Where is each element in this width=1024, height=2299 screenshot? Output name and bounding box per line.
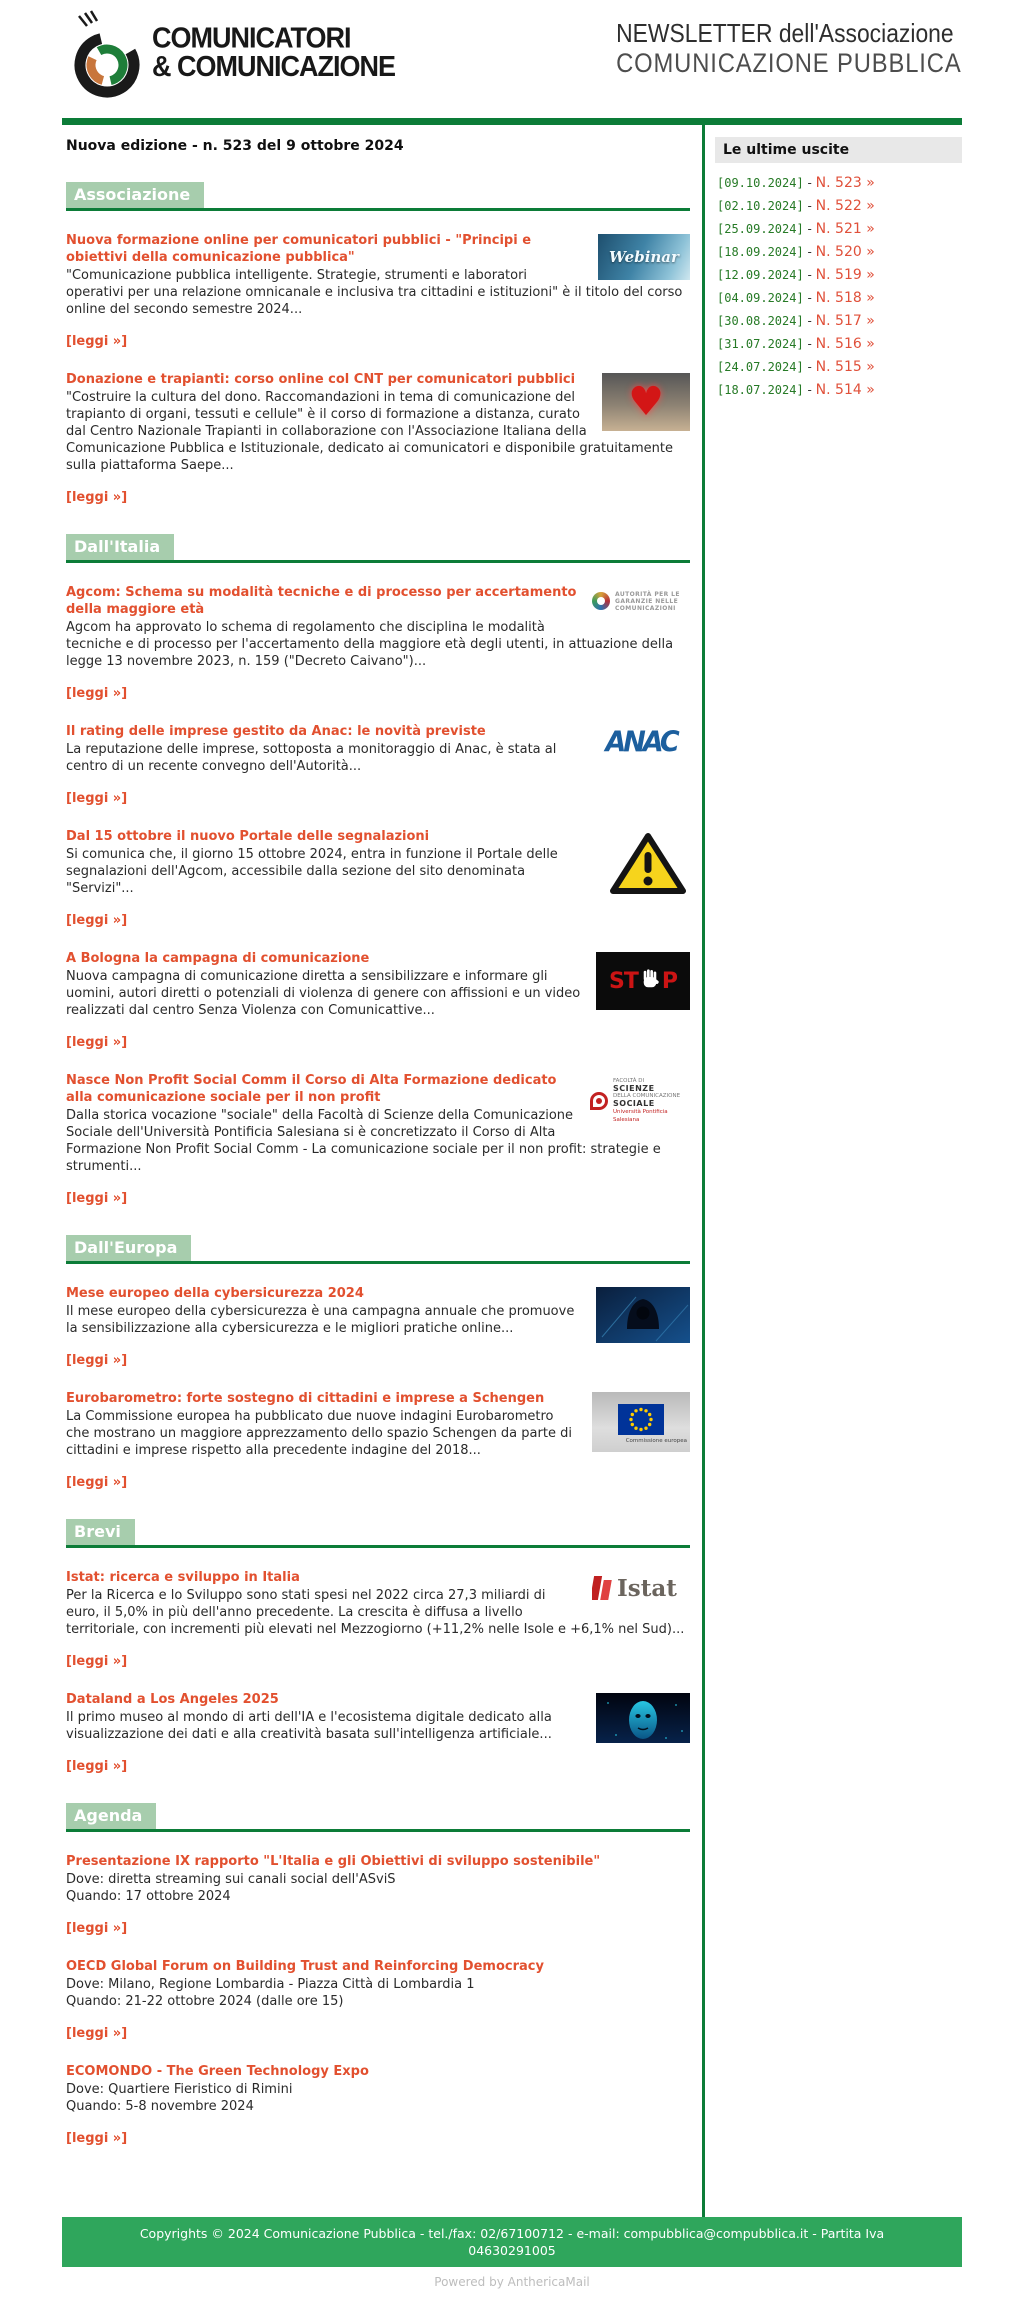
salesiana-logo-line: Università Pontificia Salesiana <box>613 1109 668 1123</box>
article-title[interactable]: Istat: ricerca e sviluppo in Italia <box>66 1570 300 1585</box>
issue-list-item <box>717 175 962 191</box>
issue-date: [25.09.2024] <box>717 222 804 236</box>
ai-face-photo <box>596 1693 690 1743</box>
article-title[interactable]: Eurobarometro: forte sostegno di cittadini e imprese a Schengen <box>66 1391 545 1406</box>
issue-date: [18.09.2024] <box>717 245 804 259</box>
issue-link[interactable]: N. 523 » <box>815 175 875 191</box>
issue-date: [02.10.2024] <box>717 199 804 213</box>
issue-link[interactable]: N. 515 » <box>815 359 875 375</box>
salesiana-faculty-logo <box>590 1074 690 1128</box>
read-more-link[interactable]: [leggi »] <box>66 334 128 349</box>
agcom-logo-line: COMUNICAZIONI <box>615 604 676 612</box>
article <box>66 1691 690 1775</box>
issue-link[interactable]: N. 522 » <box>815 198 875 214</box>
section-label-3: Brevi <box>66 1519 135 1545</box>
header <box>62 0 962 118</box>
cyber-image[interactable] <box>596 1287 690 1343</box>
agcom-logo-line: AUTORITÀ PER LE <box>615 590 680 598</box>
issue-link[interactable]: N. 514 » <box>815 382 875 398</box>
read-more-link[interactable]: [leggi »] <box>66 1475 128 1490</box>
salesiana-image[interactable] <box>590 1074 690 1128</box>
brand-logo-icon <box>74 10 140 114</box>
read-more-link[interactable]: [leggi »] <box>66 1035 128 1050</box>
issue-link[interactable]: N. 520 » <box>815 244 875 260</box>
brand-line-2: & COMUNICAZIONE <box>152 50 395 83</box>
sidebar-title: Le ultime uscite <box>715 137 962 163</box>
article-title[interactable]: Dal 15 ottobre il nuovo Portale delle segnalazioni <box>66 829 430 844</box>
newsletter-title-line-1: NEWSLETTER dell'Associazione <box>616 18 955 48</box>
agcom-logo-line: GARANZIE NELLE <box>615 597 679 605</box>
article <box>66 371 690 506</box>
article <box>66 1569 690 1670</box>
article-title[interactable]: Dataland a Los Angeles 2025 <box>66 1692 279 1707</box>
cybersecurity-photo <box>596 1287 690 1343</box>
article-title[interactable]: Il rating delle imprese gestito da Anac: le novità previste <box>66 724 486 739</box>
issue-separator: - <box>803 176 816 190</box>
agcom-logo-text <box>615 591 680 612</box>
article-body: Agcom ha approvato lo schema di regolamento che disciplina le modalità tecniche e di processo per l'accertamento della maggiore età degli utenti, in attuazione della legge 13 novembre 2023, n. 159 ("Decreto Caivano")... <box>66 620 674 669</box>
section-label-4: Agenda <box>66 1803 156 1829</box>
newsletter-title <box>617 18 962 78</box>
read-more-link[interactable]: [leggi »] <box>66 490 128 505</box>
issue-separator: - <box>803 383 816 397</box>
article <box>66 584 690 702</box>
article-body: Il mese europeo della cybersicurezza è una campagna annuale che promuove la sensibilizzazione alla cybersicurezza e le migliori pratiche online... <box>66 1304 575 1336</box>
article-title[interactable]: Nuova formazione online per comunicatori pubblici - "Principi e obiettivi della comunicazione pubblica" <box>66 233 532 265</box>
issue-list-item <box>717 290 962 306</box>
article-title[interactable]: Presentazione IX rapporto "L'Italia e gli Obiettivi di sviluppo sostenibile" <box>66 1854 601 1869</box>
istat-image[interactable] <box>592 1571 690 1605</box>
read-more-link[interactable]: [leggi »] <box>66 791 128 806</box>
agcom-logo-icon <box>592 592 610 610</box>
event-detail-line: Quando: 17 ottobre 2024 <box>66 1889 231 1904</box>
stop-text-left: ST <box>609 968 638 994</box>
article-title[interactable]: A Bologna la campagna di comunicazione <box>66 951 370 966</box>
issue-link[interactable]: N. 517 » <box>815 313 875 329</box>
sidebar <box>705 125 962 2217</box>
section-header <box>66 534 690 563</box>
issue-list-item <box>717 267 962 283</box>
article-title[interactable]: Donazione e trapianti: corso online col CNT per comunicatori pubblici <box>66 372 576 387</box>
dataland-image[interactable] <box>596 1693 690 1743</box>
article <box>66 1072 690 1207</box>
issue-date: [12.09.2024] <box>717 268 804 282</box>
event-detail-line: Quando: 5-8 novembre 2024 <box>66 2099 254 2114</box>
webinar-image[interactable] <box>598 234 690 280</box>
brand-line-1: COMUNICATORI <box>152 21 351 54</box>
section-header <box>66 1235 690 1264</box>
stop-image[interactable] <box>596 952 690 1010</box>
heart-in-hands-photo <box>602 373 690 431</box>
article-body: Si comunica che, il giorno 15 ottobre 2024, entra in funzione il Portale delle segnalazioni dell'Agcom, accessibile dalla sezione del sito denominata "Servizi"... <box>66 847 558 896</box>
article <box>66 950 690 1051</box>
section-header <box>66 182 690 211</box>
article <box>66 828 690 929</box>
article-body: La reputazione delle imprese, sottoposta a monitoraggio di Anac, è stata al centro di un recente convegno dell'Autorità... <box>66 742 557 774</box>
section-header <box>66 1519 690 1548</box>
issue-date: [24.07.2024] <box>717 360 804 374</box>
issue-list-item <box>717 198 962 214</box>
anac-logo <box>592 725 690 759</box>
issue-date: [31.07.2024] <box>717 337 804 351</box>
issue-link[interactable]: N. 518 » <box>815 290 875 306</box>
header-divider-bar <box>62 118 962 125</box>
istat-logo <box>592 1571 690 1605</box>
article-body: "Comunicazione pubblica intelligente. Strategie, strumenti e laboratori operativi per una relazione omnicanale e inclusiva tra cittadini e istituzioni" è il titolo del corso online del secondo semestre 2024... <box>66 268 683 317</box>
issue-separator: - <box>803 222 816 236</box>
newsletter-title-line-2: COMUNICAZIONE PUBBLICA <box>616 48 962 78</box>
heart-image[interactable] <box>602 373 690 431</box>
issue-date: [04.09.2024] <box>717 291 804 305</box>
issue-link[interactable]: N. 516 » <box>815 336 875 352</box>
footer-bar: Copyrights © 2024 Comunicazione Pubblica - tel./fax: 02/67100712 - e-mail: compubblica@compubblica.it - Partita Iva 04630291005 <box>62 2217 962 2267</box>
read-more-link[interactable]: [leggi »] <box>66 1353 128 1368</box>
article <box>66 1958 690 2042</box>
article-body: Nuova campagna di comunicazione diretta a sensibilizzare e informare gli uomini, autori diretti o potenziali di violenza di genere con affissioni e un video realizzati dal centro Senza Violenza con Comunicattive... <box>66 969 581 1018</box>
issue-list-item <box>717 313 962 329</box>
agcom-image[interactable] <box>592 586 690 616</box>
agcom-logo <box>592 586 690 616</box>
istat-wordmark: Istat <box>617 1574 677 1602</box>
read-more-link[interactable]: [leggi »] <box>66 913 128 928</box>
read-more-link[interactable]: [leggi »] <box>66 2131 128 2146</box>
issue-link[interactable]: N. 521 » <box>815 221 875 237</box>
event-detail-line: Dove: diretta streaming sui canali social dell'ASviS <box>66 1872 396 1887</box>
powered-by-note: Powered by AnthericaMail <box>434 2275 590 2289</box>
issue-list-item <box>717 382 962 398</box>
issue-separator: - <box>803 314 816 328</box>
article-body <box>66 2081 690 2115</box>
issue-separator: - <box>803 360 816 374</box>
article-title[interactable]: ECOMONDO - The Green Technology Expo <box>66 2064 369 2079</box>
event-detail-line: Dove: Quartiere Fieristico di Rimini <box>66 2082 293 2097</box>
article-title[interactable]: Nasce Non Profit Social Comm il Corso di Alta Formazione dedicato alla comunicazione sociale per il non profit <box>66 1073 557 1105</box>
issue-list-item <box>717 244 962 260</box>
issue-date: [18.07.2024] <box>717 383 804 397</box>
read-more-link[interactable]: [leggi »] <box>66 1191 128 1206</box>
salesiana-logo-text <box>613 1078 690 1124</box>
anac-image[interactable] <box>592 725 690 759</box>
article-title[interactable]: OECD Global Forum on Building Trust and Reinforcing Democracy <box>66 1959 544 1974</box>
anac-wordmark: ANAC <box>605 725 677 759</box>
issue-link[interactable]: N. 519 » <box>815 267 875 283</box>
section-label-2: Dall'Europa <box>66 1235 191 1261</box>
section-label-1: Dall'Italia <box>66 534 174 560</box>
article-body <box>66 1871 690 1905</box>
issue-date: [30.08.2024] <box>717 314 804 328</box>
article <box>66 232 690 350</box>
issue-date: [09.10.2024] <box>717 176 804 190</box>
article <box>66 723 690 807</box>
section-label-0: Associazione <box>66 182 204 208</box>
article <box>66 1285 690 1369</box>
article-body: Dalla storica vocazione "sociale" della Facoltà di Scienze della Comunicazione Sociale dell'Università Pontificia Salesiana si è concretizzato il Corso di Alta Formazione Non Profit Social Comm - La comunicazione sociale per il non profit: strategie e strumenti... <box>66 1108 661 1174</box>
issue-list-item <box>717 221 962 237</box>
stop-hand-graphic <box>596 952 690 1010</box>
article-title[interactable]: Agcom: Schema su modalità tecniche e di processo per accertamento della maggiore età <box>66 585 577 617</box>
article-body: "Costruire la cultura del dono. Raccomandazioni in tema di comunicazione del trapianto di organi, tessuti e cellule" è il corso di formazione a distanza, curato dal Centro Nazionale Trapianti in collaborazione con l'Associazione Italiana della Comunicazione Pubblica e Istituzionale, dedicato ai comunicatori e disponibile gratuitamente sulla piattaforma Saepe... <box>66 390 673 473</box>
eu-image[interactable] <box>592 1392 690 1452</box>
read-more-link[interactable]: [leggi »] <box>66 1654 128 1669</box>
stop-text-right: P <box>661 968 677 994</box>
warning-image[interactable] <box>606 830 690 898</box>
eu-flag-photo <box>592 1392 690 1452</box>
content-columns <box>62 125 962 2217</box>
webinar-label: Webinar <box>609 247 679 266</box>
issue-separator: - <box>803 199 816 213</box>
issue-list-item <box>717 336 962 352</box>
read-more-link[interactable]: [leggi »] <box>66 2026 128 2041</box>
read-more-link[interactable]: [leggi »] <box>66 686 128 701</box>
istat-book-icon <box>592 1576 610 1600</box>
salesiana-logo-line: DELLA COMUNICAZIONE <box>613 1093 681 1099</box>
issue-separator: - <box>803 245 816 259</box>
salesiana-logo-line: SCIENZE <box>613 1084 655 1093</box>
article-body: Per la Ricerca e lo Sviluppo sono stati spesi nel 2022 circa 27,3 miliardi di euro, il 5,0% in più dell'anno precedente. La crescita è diffusa a livello territoriale, con incrementi più elevati nel Mezzogiorno (+11,2% nelle Isole e +6,1% nel Sud)... <box>66 1588 685 1637</box>
salesiana-emblem-icon <box>590 1092 608 1110</box>
issue-list-item <box>717 359 962 375</box>
article-body: Il primo museo al mondo di arti dell'IA e l'ecosistema digitale dedicato alla visualizzazione dei dati e alla creatività basata sull'intelligenza artificiale... <box>66 1710 552 1742</box>
event-detail-line: Dove: Milano, Regione Lombardia - Piazza Città di Lombardia 1 <box>66 1977 475 1992</box>
article <box>66 1853 690 1937</box>
article-body <box>66 1976 690 2010</box>
read-more-link[interactable]: [leggi »] <box>66 1759 128 1774</box>
article-title[interactable]: Mese europeo della cybersicurezza 2024 <box>66 1286 364 1301</box>
article-body: La Commissione europea ha pubblicato due nuove indagini Eurobarometro che mostrano un maggiore apprezzamento dello spazio Schengen da parte di cittadini e imprese rispetto alla precedente indagine del 2018... <box>66 1409 572 1458</box>
issue-separator: - <box>803 268 816 282</box>
hand-icon <box>639 966 661 997</box>
read-more-link[interactable]: [leggi »] <box>66 1921 128 1936</box>
latest-issues-list <box>715 175 962 398</box>
eu-flag-caption: Commissione europea <box>625 1438 687 1444</box>
webinar-photo <box>598 234 690 280</box>
issue-separator: - <box>803 337 816 351</box>
section-header <box>66 1803 690 1832</box>
issue-separator: - <box>803 291 816 305</box>
edition-heading: Nuova edizione - n. 523 del 9 ottobre 2024 <box>66 138 404 154</box>
event-detail-line: Quando: 21-22 ottobre 2024 (dalle ore 15) <box>66 1994 344 2009</box>
main-column <box>62 125 702 2217</box>
heart-icon: ♥ <box>628 379 664 425</box>
brand-wordmark <box>152 21 395 83</box>
article <box>66 1390 690 1491</box>
article <box>66 2063 690 2147</box>
salesiana-logo-line: SOCIALE <box>613 1099 655 1108</box>
warning-triangle-icon <box>606 830 690 898</box>
salesiana-logo-line: FACOLTÀ DI <box>613 1078 645 1084</box>
